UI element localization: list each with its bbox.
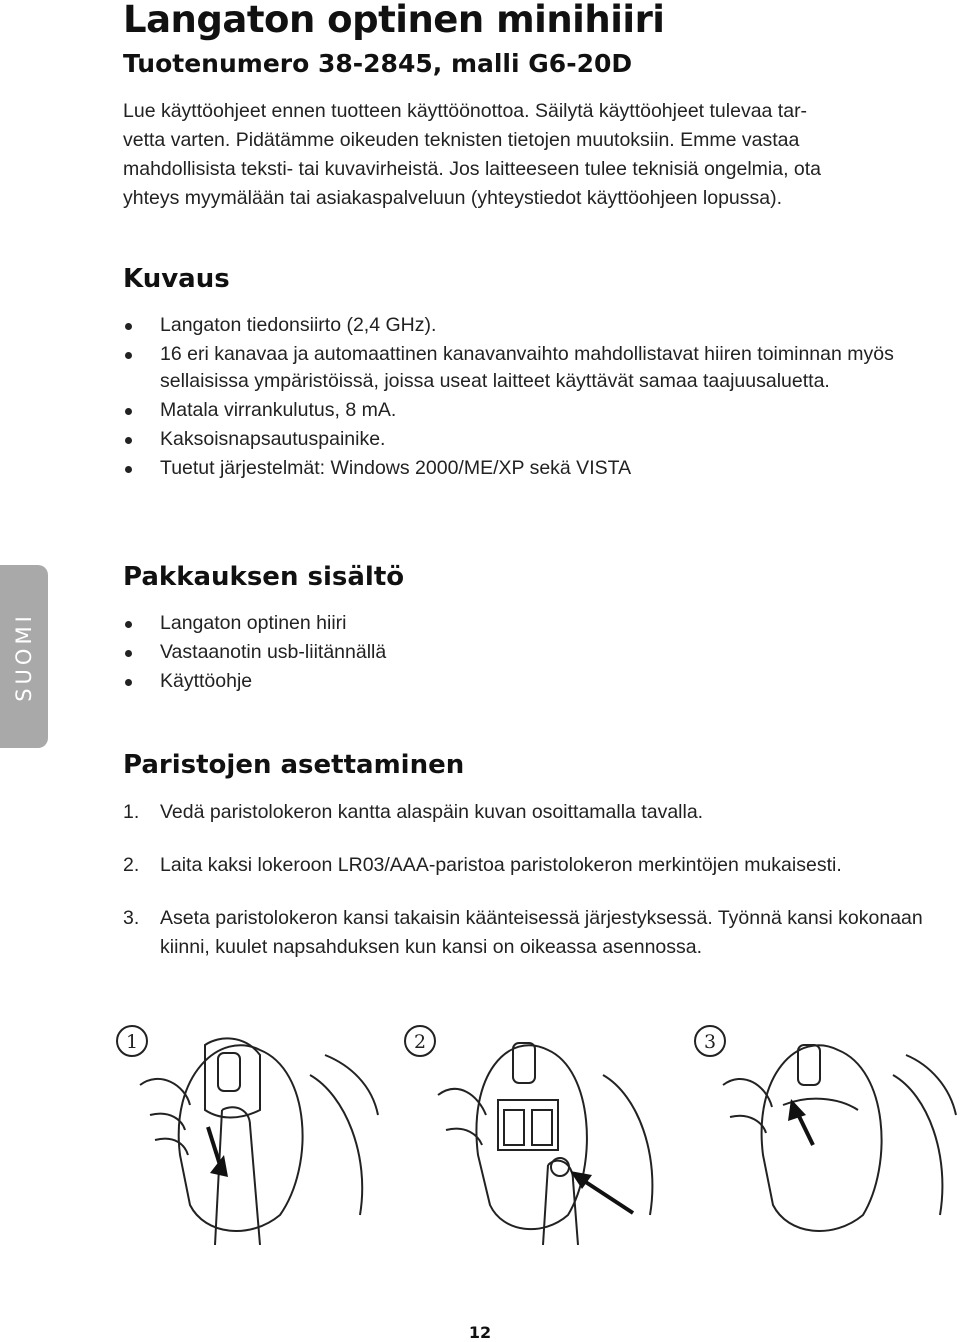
list-item: Vastaanotin usb-liitännällä bbox=[123, 639, 953, 666]
page-title: Langaton optinen minihiiri bbox=[123, 0, 665, 41]
intro-line: mahdollisista teksti- tai kuvavirheistä. Jos laitteeseen tulee teknisiä ongelmia, ota bbox=[123, 158, 822, 180]
section-heading-batteries: Paristojen asettaminen bbox=[123, 750, 465, 780]
hand-fingers-left bbox=[438, 1089, 486, 1145]
page-number: 12 bbox=[468, 1323, 492, 1342]
receiver-slot bbox=[513, 1043, 535, 1083]
intro-line: yhteys myymälään tai asiakaspalveluun (yhteystiedot käyttöohjeen lopussa). bbox=[123, 187, 783, 209]
list-item: Käyttöohje bbox=[123, 668, 953, 695]
hand-right bbox=[893, 1055, 956, 1215]
list-item: 16 eri kanavaa ja automaattinen kanavanvaihto mahdollistavat hiiren toiminnan myös sellaisissa ympäristöissä, joissa useat laitteet käyttävät samaa taajuusaluetta. bbox=[123, 341, 953, 395]
figure-number: 2 bbox=[413, 1031, 427, 1053]
hand-fingers-left bbox=[140, 1079, 190, 1155]
section-heading-contents: Pakkauksen sisältö bbox=[123, 562, 405, 592]
step-item bbox=[123, 798, 953, 827]
step-text: Vedä paristolokeron kantta alaspäin kuvan osoittamalla tavalla. bbox=[160, 801, 704, 823]
product-number-subtitle: Tuotenumero 38-2845, malli G6-20D bbox=[123, 49, 633, 78]
list-item: Matala virrankulutus, 8 mA. bbox=[123, 397, 953, 424]
step-text: Laita kaksi lokeroon LR03/AAA-paristoa paristolokeron merkintöjen mukaisesti. bbox=[160, 854, 842, 876]
list-item: Langaton tiedonsiirto (2,4 GHz). bbox=[123, 312, 953, 339]
list-item: Kaksoisnapsautuspainike. bbox=[123, 426, 953, 453]
intro-line: vetta varten. Pidätämme oikeuden teknisten tietojen muutoksiin. Emme vastaa bbox=[123, 129, 800, 151]
step-item bbox=[123, 851, 953, 880]
mouse-illustration-3 bbox=[688, 1015, 958, 1245]
step-item bbox=[123, 904, 953, 962]
language-side-tab bbox=[0, 565, 48, 748]
arrow-line bbox=[208, 1127, 220, 1165]
language-label: SUOMI bbox=[12, 611, 36, 702]
figure-step-1 bbox=[110, 1015, 380, 1245]
hand-right bbox=[310, 1055, 378, 1215]
mouse-body-outline bbox=[762, 1045, 882, 1231]
hand-right bbox=[603, 1075, 652, 1215]
mouse-illustration-2 bbox=[398, 1015, 668, 1245]
intro-line: Lue käyttöohjeet ennen tuotteen käyttöönottoa. Säilytä käyttöohjeet tulevaa tar- bbox=[123, 100, 808, 122]
battery-cell-2 bbox=[532, 1110, 552, 1145]
section-heading-description: Kuvaus bbox=[123, 264, 230, 294]
figure-step-3 bbox=[688, 1015, 958, 1245]
battery-cover bbox=[798, 1045, 820, 1085]
figure-number: 3 bbox=[703, 1031, 717, 1053]
figure-step-2 bbox=[398, 1015, 668, 1245]
list-item: Tuetut järjestelmät: Windows 2000/ME/XP sekä VISTA bbox=[123, 455, 953, 482]
list-item: Langaton optinen hiiri bbox=[123, 610, 953, 637]
description-list bbox=[123, 312, 953, 484]
battery-cover bbox=[218, 1053, 240, 1091]
battery-cell-1 bbox=[504, 1110, 524, 1145]
step-number: 3. bbox=[123, 907, 140, 929]
step-number: 1. bbox=[123, 801, 140, 823]
finger-front bbox=[215, 1107, 260, 1245]
battery-steps-list bbox=[123, 798, 953, 962]
figure-number: 1 bbox=[125, 1031, 139, 1053]
step-text: Aseta paristolokeron kansi takaisin käänteisessä järjestyksessä. Työnnä kansi kokonaan kiinni, kuulet napsahduksen kun kansi on oikeassa asennossa. bbox=[160, 907, 923, 958]
mouse-illustration-1 bbox=[110, 1015, 380, 1245]
contents-list bbox=[123, 610, 953, 697]
battery-compartment bbox=[498, 1100, 558, 1150]
mouse-bottom-panel bbox=[205, 1038, 260, 1117]
step-number: 2. bbox=[123, 854, 140, 876]
intro-paragraph bbox=[123, 97, 933, 213]
arrow-up-icon bbox=[788, 1099, 806, 1121]
